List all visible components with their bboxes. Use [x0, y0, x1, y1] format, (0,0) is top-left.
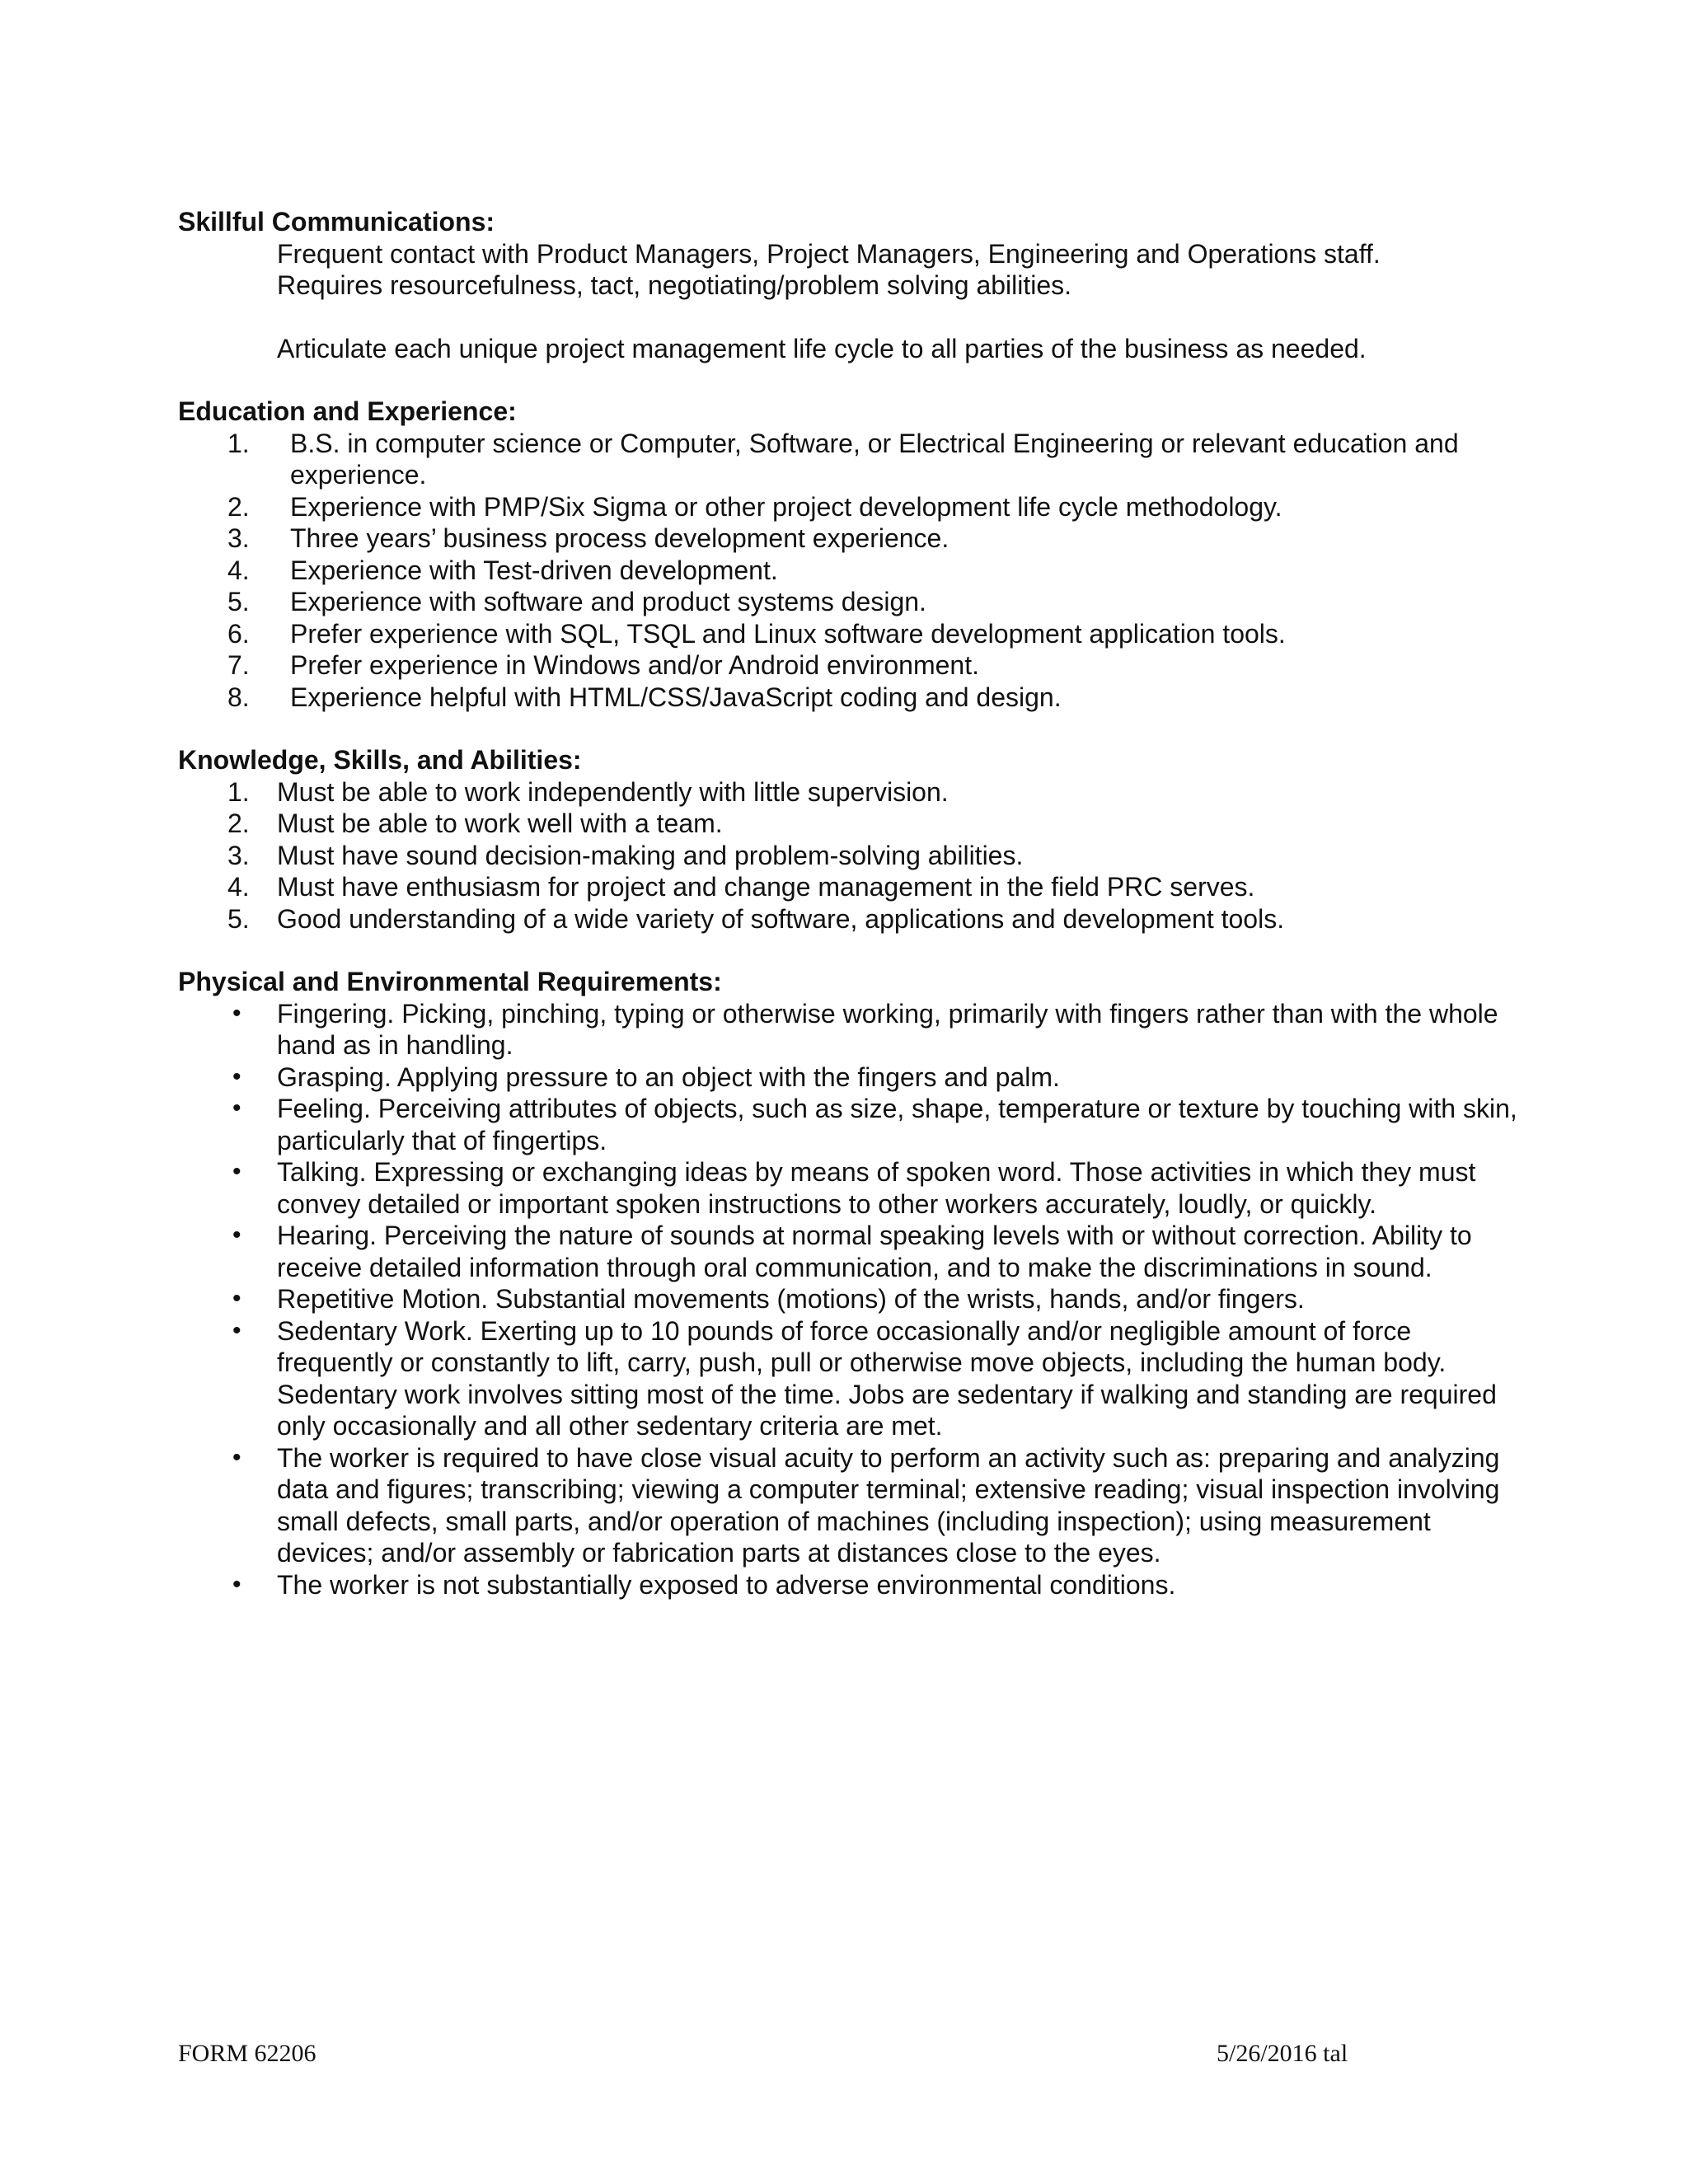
bullet-icon: •	[232, 1094, 241, 1122]
spacer	[178, 935, 1530, 966]
bulleted-list	[178, 998, 1530, 1601]
list-item-text: Grasping. Applying pressure to an object with the fingers and palm.	[277, 1062, 1060, 1092]
section-skillful-communications	[178, 206, 1530, 364]
paragraph-line: Frequent contact with Product Managers, Project Managers, Engineering and Operations staff.	[277, 238, 1381, 269]
bullet-icon: •	[232, 999, 241, 1027]
document-body	[178, 206, 1530, 1601]
list-item	[178, 1062, 1530, 1094]
list-item	[178, 776, 1530, 808]
section-heading: Education and Experience:	[178, 396, 517, 426]
list-item	[178, 1442, 1530, 1569]
list-item-text: Prefer experience in Windows and/or Android environment.	[290, 650, 979, 680]
section-knowledge-skills-abilities	[178, 744, 1530, 935]
list-item-text: Experience with Test-driven development.	[290, 555, 778, 585]
list-item	[178, 1315, 1530, 1442]
paragraph: Articulate each unique project management life cycle to all parties of the business as needed.	[277, 333, 1367, 363]
section-education-experience	[178, 396, 1530, 713]
list-number: 2.	[227, 808, 250, 838]
list-item	[178, 1220, 1530, 1283]
numbered-list	[178, 776, 1530, 935]
bullet-icon: •	[232, 1158, 241, 1185]
list-item	[178, 1283, 1530, 1315]
list-item-text: Experience with PMP/Six Sigma or other project development life cycle methodology.	[290, 491, 1282, 522]
list-item-text: Good understanding of a wide variety of software, applications and development tools.	[277, 903, 1285, 934]
list-item-text: Feeling. Perceiving attributes of objects, such as size, shape, temperature or texture by touching with skin, particularly that of fingertips.	[277, 1094, 1517, 1155]
spacer	[178, 302, 1530, 333]
bullet-icon: •	[232, 1316, 241, 1344]
list-item	[178, 428, 1530, 491]
list-number: 4.	[227, 555, 250, 585]
bullet-icon: •	[232, 1062, 241, 1090]
list-item	[178, 1156, 1530, 1220]
list-number: 3.	[227, 523, 250, 553]
list-item	[178, 682, 1530, 714]
list-item-text: Repetitive Motion. Substantial movements (motions) of the wrists, hands, and/or fingers.	[277, 1284, 1305, 1314]
list-number: 5.	[227, 903, 250, 934]
section-heading: Physical and Environmental Requirements:	[178, 967, 722, 996]
list-number: 7.	[227, 650, 250, 680]
list-item-text: Experience helpful with HTML/CSS/JavaScript coding and design.	[290, 682, 1062, 712]
list-item-text: Prefer experience with SQL, TSQL and Linux software development application tools.	[290, 618, 1286, 649]
bullet-icon: •	[232, 1570, 241, 1598]
list-item-text: The worker is required to have close visual acuity to perform an activity such as: preparing and analyzing data and figures; transcribing; viewing a computer terminal; extensive reading; visual inspection involving small defects, small parts, and/or operation of machines (including inspection); using measurement devices; and/or assembly or fabrication parts at distances close to the eyes.	[277, 1442, 1500, 1568]
list-item-text: Three years’ business process development experience.	[290, 523, 950, 553]
list-number: 1.	[227, 776, 250, 807]
list-number: 4.	[227, 872, 250, 902]
list-item-text: Must be able to work independently with little supervision.	[277, 776, 949, 807]
list-item-text: Fingering. Picking, pinching, typing or otherwise working, primarily with fingers rather than with the whole hand as in handling.	[277, 998, 1498, 1060]
list-item-text: Hearing. Perceiving the nature of sounds at normal speaking levels with or without correction. Ability to receive detailed information through oral communication, and to make the discriminations in sound.	[277, 1221, 1472, 1282]
section-physical-environmental	[178, 966, 1530, 1601]
footer-date: 5/26/2016 tal	[1217, 2040, 1348, 2067]
spacer	[178, 713, 1530, 744]
list-item-text: Sedentary Work. Exerting up to 10 pounds of force occasionally and/or negligible amount of force frequently or constantly to lift, carry, push, pull or otherwise move objects, including the human body. Sedentary work involves sitting most of the time. Jobs are sedentary if walking and standing are required only occasionally and all other sedentary criteria are met.	[277, 1315, 1497, 1441]
paragraph-line: Requires resourcefulness, tact, negotiating/problem solving abilities.	[277, 270, 1072, 300]
list-item	[178, 618, 1530, 650]
list-item-text: Must have enthusiasm for project and change management in the field PRC serves.	[277, 872, 1255, 902]
list-item	[178, 1569, 1530, 1601]
section-heading: Skillful Communications:	[178, 207, 495, 237]
bullet-icon: •	[232, 1221, 241, 1249]
list-number: 2.	[227, 491, 250, 522]
list-item	[178, 871, 1530, 903]
list-number: 1.	[227, 428, 250, 458]
list-item-text: The worker is not substantially exposed to adverse environmental conditions.	[277, 1569, 1176, 1600]
list-number: 3.	[227, 840, 250, 870]
list-item	[178, 555, 1530, 587]
list-item	[178, 808, 1530, 840]
list-item-text: Experience with software and product systems design.	[290, 587, 926, 616]
list-item	[178, 840, 1530, 872]
list-item-text: Talking. Expressing or exchanging ideas by means of spoken word. Those activities in which they must convey detailed or important spoken instructions to other workers accurately, loudly, or quickly.	[277, 1157, 1476, 1219]
list-item-text: Must have sound decision-making and problem-solving abilities.	[277, 840, 1024, 870]
list-item	[178, 523, 1530, 555]
list-item	[178, 998, 1530, 1062]
list-number: 6.	[227, 618, 250, 649]
numbered-list	[178, 428, 1530, 714]
list-number: 5.	[227, 587, 250, 616]
list-item-text: B.S. in computer science or Computer, Software, or Electrical Engineering or relevant education and experience.	[290, 428, 1459, 490]
list-item	[178, 1093, 1530, 1156]
spacer	[178, 364, 1530, 396]
footer-form-number: FORM 62206	[178, 2040, 316, 2067]
list-number: 8.	[227, 682, 250, 712]
list-item-text: Must be able to work well with a team.	[277, 808, 723, 838]
list-item	[178, 586, 1530, 618]
list-item	[178, 903, 1530, 935]
bullet-icon: •	[232, 1285, 241, 1312]
list-item	[178, 491, 1530, 523]
bullet-icon: •	[232, 1443, 241, 1471]
list-item	[178, 649, 1530, 682]
section-heading: Knowledge, Skills, and Abilities:	[178, 745, 582, 775]
